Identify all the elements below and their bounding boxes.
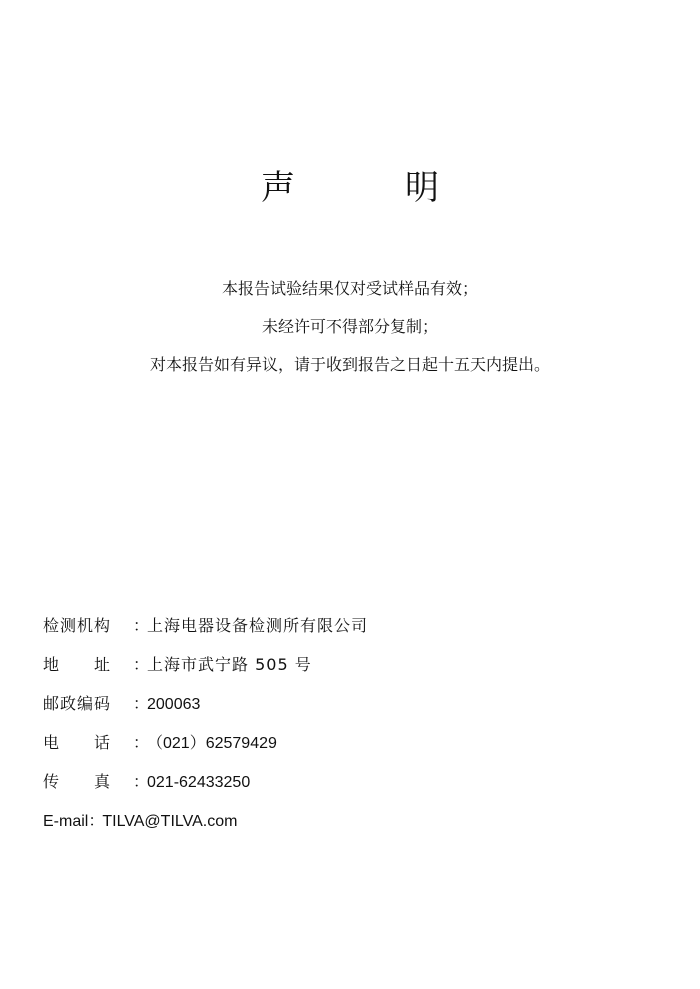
postcode-label: 邮政编码: [43, 694, 112, 713]
email-value[interactable]: TILVA@TILVA.com: [102, 813, 238, 830]
phone-colon: ：: [133, 733, 150, 752]
email-label: E-mail: [43, 813, 89, 830]
email-row: [43, 811, 368, 831]
phone-label: 电 话: [43, 733, 112, 752]
org-label: 检测机构: [43, 616, 112, 635]
fax-colon: ：: [133, 772, 150, 791]
statement-objection-period: 对本报告如有异议，请于收到报告之日起十五天内提出。: [149, 355, 550, 374]
page-title: 声 明: [261, 168, 477, 208]
org-row: [43, 616, 368, 636]
fax-value: 021-62433250: [147, 774, 251, 791]
address-row: [43, 655, 368, 675]
address-label: 地 址: [43, 655, 112, 674]
phone-row: [43, 733, 368, 753]
statement-copy-restriction: 未经许可不得部分复制；: [261, 317, 438, 336]
contact-block: [43, 616, 368, 850]
org-value: 上海电器设备检测所有限公司: [147, 616, 369, 635]
email-colon: ：: [88, 811, 105, 830]
statement-list: [0, 279, 700, 393]
fax-label: 传 真: [43, 772, 112, 791]
address-value: 上海市武宁路 505 号: [147, 655, 312, 674]
phone-value: （021）62579429: [147, 735, 277, 752]
org-colon: ：: [133, 616, 150, 635]
address-colon: ：: [133, 655, 150, 674]
postcode-row: [43, 694, 368, 714]
postcode-value: 200063: [147, 696, 201, 713]
postcode-colon: ：: [133, 694, 150, 713]
statement-validity: 本报告试验结果仅对受试样品有效；: [221, 279, 478, 298]
fax-row: [43, 772, 368, 792]
